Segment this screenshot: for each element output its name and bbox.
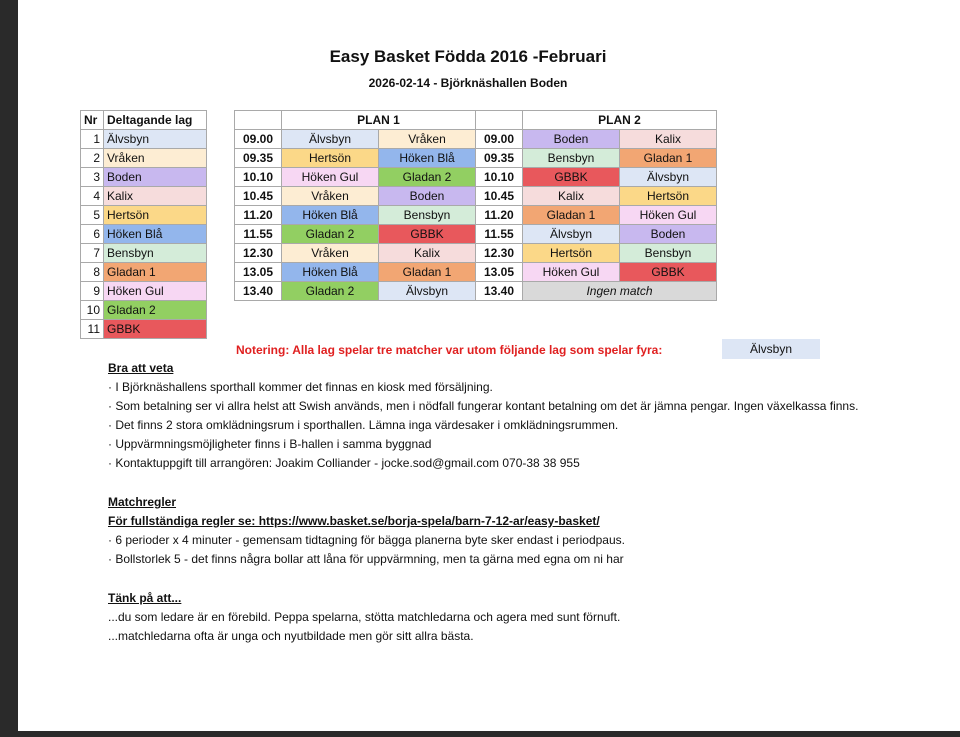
plan1-header: PLAN 1 [282, 111, 476, 130]
plan2-away-team: Kalix [620, 130, 717, 149]
info-section [108, 359, 858, 473]
schedule-row [235, 206, 717, 225]
plan2-home-team: Bensbyn [523, 149, 620, 168]
plan1-home-team: Älvsbyn [282, 130, 379, 149]
team-row [81, 301, 207, 320]
team-row [81, 225, 207, 244]
info-heading: Bra att veta [108, 361, 174, 375]
plan1-time: 09.35 [235, 149, 282, 168]
team-number: 6 [81, 225, 104, 244]
info-line: · I Björknäshallens sporthall kommer det finnas en kiosk med försäljning. [108, 380, 493, 394]
plan2-away-team: Hertsön [620, 187, 717, 206]
team-number: 11 [81, 320, 104, 339]
schedule-row [235, 187, 717, 206]
team-name: Vråken [104, 149, 207, 168]
plan1-time: 12.30 [235, 244, 282, 263]
team-row [81, 130, 207, 149]
plan1-home-team: Hertsön [282, 149, 379, 168]
rules-heading: Matchregler [108, 495, 177, 509]
plan1-home-team: Höken Gul [282, 168, 379, 187]
teams-body [81, 130, 207, 339]
plan2-time: 11.55 [476, 225, 523, 244]
plan2-home-team: GBBK [523, 168, 620, 187]
plan2-home-team: Hertsön [523, 244, 620, 263]
plan1-home-team: Gladan 2 [282, 282, 379, 301]
schedule-row [235, 168, 717, 187]
page-subtitle: 2026-02-14 - Björknäshallen Boden [368, 76, 568, 90]
no-match-cell: Ingen match [523, 282, 717, 301]
plan2-time: 10.10 [476, 168, 523, 187]
plan2-time: 13.40 [476, 282, 523, 301]
plan2-away-team: Bensbyn [620, 244, 717, 263]
team-name: Bensbyn [104, 244, 207, 263]
plan2-away-team: Höken Gul [620, 206, 717, 225]
team-row [81, 244, 207, 263]
team-number: 3 [81, 168, 104, 187]
plan2-home-team: Boden [523, 130, 620, 149]
plan1-away-team: Bensbyn [379, 206, 476, 225]
team-name: Höken Gul [104, 282, 207, 301]
schedule-row [235, 130, 717, 149]
plan1-away-team: GBBK [379, 225, 476, 244]
team-name: Gladan 2 [104, 301, 207, 320]
team-row [81, 149, 207, 168]
schedule-row [235, 149, 717, 168]
team-name: GBBK [104, 320, 207, 339]
team-number: 9 [81, 282, 104, 301]
note-text: Notering: Alla lag spelar tre matcher var utom följande lag som spelar fyra: [236, 343, 663, 357]
schedule-row [235, 263, 717, 282]
team-name: Gladan 1 [104, 263, 207, 282]
plan1-home-team: Höken Blå [282, 206, 379, 225]
team-name: Älvsbyn [104, 130, 207, 149]
plan2-time: 13.05 [476, 263, 523, 282]
team-row [81, 206, 207, 225]
plan2-time: 10.45 [476, 187, 523, 206]
plan1-away-team: Kalix [379, 244, 476, 263]
rules-section [108, 493, 625, 569]
rules-line: · Bollstorlek 5 - det finns några bollar att låna för uppvärmning, men ta gärna med egna om ni har [108, 552, 624, 566]
schedule-body [235, 130, 717, 301]
think-line: ...du som ledare är en förebild. Peppa spelarna, stötta matchledarna och agera med sunt förnuft. [108, 610, 621, 624]
info-line: · Uppvärmningsmöjligheter finns i B-hallen i samma byggnad [108, 437, 432, 451]
plan1-away-team: Gladan 1 [379, 263, 476, 282]
team-name: Höken Blå [104, 225, 207, 244]
plan2-home-team: Älvsbyn [523, 225, 620, 244]
team-row [81, 320, 207, 339]
schedule-table [234, 110, 717, 301]
plan2-away-team: Älvsbyn [620, 168, 717, 187]
team-number: 1 [81, 130, 104, 149]
think-heading: Tänk på att... [108, 591, 182, 605]
teams-table [80, 110, 207, 339]
plan2-header: PLAN 2 [523, 111, 717, 130]
team-row [81, 282, 207, 301]
team-number: 2 [81, 149, 104, 168]
plan1-away-team: Gladan 2 [379, 168, 476, 187]
note-team: Älvsbyn [722, 339, 820, 359]
plan2-time: 12.30 [476, 244, 523, 263]
team-number: 10 [81, 301, 104, 320]
plan2-time: 09.00 [476, 130, 523, 149]
team-number: 5 [81, 206, 104, 225]
plan2-time: 11.20 [476, 206, 523, 225]
plan2-away-team: Gladan 1 [620, 149, 717, 168]
team-name: Hertsön [104, 206, 207, 225]
teams-header-name: Deltagande lag [104, 111, 207, 130]
schedule-row [235, 244, 717, 263]
schedule-row [235, 225, 717, 244]
team-row [81, 168, 207, 187]
teams-header-nr: Nr [81, 111, 104, 130]
plan2-away-team: Boden [620, 225, 717, 244]
plan1-time: 09.00 [235, 130, 282, 149]
plan1-home-team: Vråken [282, 187, 379, 206]
schedule-blank-header [476, 111, 523, 130]
info-line: · Kontaktuppgift till arrangören: Joakim Colliander - jocke.sod@gmail.com 070-38 38 955 [108, 456, 580, 470]
plan2-time: 09.35 [476, 149, 523, 168]
plan2-away-team: GBBK [620, 263, 717, 282]
plan1-time: 11.20 [235, 206, 282, 225]
rules-line: · 6 perioder x 4 minuter - gemensam tidtagning för bägga planerna byte sker endast i periodpaus. [108, 533, 625, 547]
plan1-time: 11.55 [235, 225, 282, 244]
plan1-away-team: Höken Blå [379, 149, 476, 168]
team-row [81, 187, 207, 206]
think-section [108, 589, 620, 646]
info-line: · Som betalning ser vi allra helst att Swish används, men i nödfall fungerar kontant betalning om det är jämna pengar. Ingen växelkassa finns. [108, 399, 859, 413]
plan2-home-team: Kalix [523, 187, 620, 206]
plan2-home-team: Höken Gul [523, 263, 620, 282]
team-name: Boden [104, 168, 207, 187]
team-name: Kalix [104, 187, 207, 206]
team-number: 7 [81, 244, 104, 263]
page-title: Easy Basket Födda 2016 -Februari [329, 47, 607, 66]
document-page [18, 0, 960, 731]
team-number: 8 [81, 263, 104, 282]
info-line: · Det finns 2 stora omklädningsrum i sporthallen. Lämna inga värdesaker i omklädningsrummen. [108, 418, 619, 432]
schedule-blank-header [235, 111, 282, 130]
plan1-time: 10.10 [235, 168, 282, 187]
plan1-time: 13.05 [235, 263, 282, 282]
team-number: 4 [81, 187, 104, 206]
plan1-away-team: Boden [379, 187, 476, 206]
plan1-home-team: Vråken [282, 244, 379, 263]
plan1-away-team: Älvsbyn [379, 282, 476, 301]
plan1-away-team: Vråken [379, 130, 476, 149]
rules-link[interactable]: För fullständiga regler se: https://www.basket.se/borja-spela/barn-7-12-ar/easy-basket/ [108, 514, 600, 528]
team-row [81, 263, 207, 282]
plan1-home-team: Gladan 2 [282, 225, 379, 244]
plan1-time: 10.45 [235, 187, 282, 206]
plan1-home-team: Höken Blå [282, 263, 379, 282]
plan1-time: 13.40 [235, 282, 282, 301]
think-line: ...matchledarna ofta är unga och nyutbildade men gör sitt allra bästa. [108, 629, 474, 643]
schedule-row [235, 282, 717, 301]
plan2-home-team: Gladan 1 [523, 206, 620, 225]
